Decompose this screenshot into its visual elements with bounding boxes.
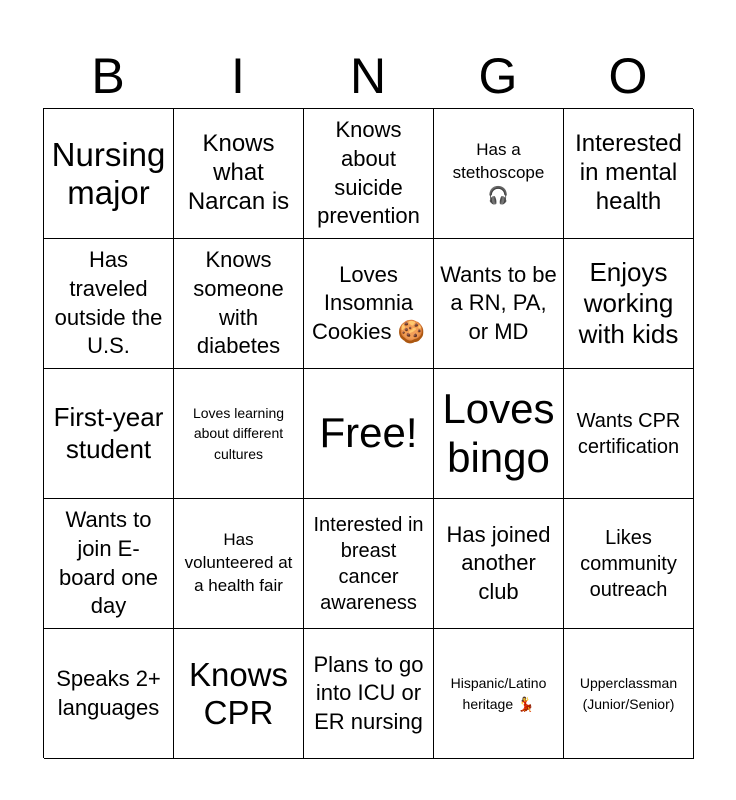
cell-text: Wants to be a RN, PA, or MD xyxy=(440,261,557,344)
header-letter-g: G xyxy=(478,48,518,104)
cell-text: Loves bingo xyxy=(442,385,555,481)
bingo-cell[interactable] xyxy=(44,499,174,629)
bingo-cell[interactable] xyxy=(434,629,564,759)
cell-text: Interested in mental health xyxy=(575,130,682,215)
cell-text: Knows about suicide prevention xyxy=(317,117,420,229)
bingo-cell[interactable] xyxy=(44,239,174,369)
bingo-cell[interactable] xyxy=(564,109,694,239)
cell-text: Speaks 2+ languages xyxy=(56,665,161,720)
cell-text: Knows what Narcan is xyxy=(187,130,290,215)
bingo-cell[interactable] xyxy=(174,499,304,629)
bingo-cell[interactable] xyxy=(564,629,694,759)
bingo-cell[interactable] xyxy=(434,109,564,239)
bingo-cell[interactable] xyxy=(174,109,304,239)
bingo-board xyxy=(43,108,693,758)
bingo-cell[interactable] xyxy=(564,239,694,369)
cell-text: Knows someone with diabetes xyxy=(193,247,284,359)
bingo-cell[interactable] xyxy=(564,369,694,499)
bingo-cell[interactable] xyxy=(304,109,434,239)
cell-text: Likes community outreach xyxy=(580,526,677,601)
cell-text: Enjoys working with kids xyxy=(578,256,679,350)
header-letter-i: I xyxy=(231,48,245,104)
bingo-cell[interactable] xyxy=(564,499,694,629)
cell-text: First-year student xyxy=(53,402,164,464)
bingo-header xyxy=(43,44,693,108)
cell-text: Has a stethoscope 🎧 xyxy=(452,140,545,205)
cell-text: Hispanic/Latino heritage 💃 xyxy=(450,675,547,712)
bingo-cell[interactable] xyxy=(434,499,564,629)
cell-text: Has volunteered at a health fair xyxy=(184,530,293,595)
bingo-cell-free[interactable] xyxy=(304,369,434,499)
cell-text: Upperclassman (Junior/Senior) xyxy=(579,675,678,712)
header-letter-n: N xyxy=(349,48,387,104)
bingo-cell[interactable] xyxy=(434,369,564,499)
cell-text: Free! xyxy=(319,409,418,457)
bingo-cell[interactable] xyxy=(434,239,564,369)
cell-text: Knows CPR xyxy=(188,655,289,731)
bingo-cell[interactable] xyxy=(174,629,304,759)
bingo-cell[interactable] xyxy=(304,239,434,369)
cell-text: Loves learning about different cultures xyxy=(192,405,285,462)
bingo-cell[interactable] xyxy=(304,629,434,759)
bingo-cell[interactable] xyxy=(174,369,304,499)
cell-text: Interested in breast cancer awareness xyxy=(313,513,424,614)
cell-text: Loves Insomnia Cookies 🍪 xyxy=(312,261,425,344)
cell-text: Has joined another club xyxy=(446,521,551,604)
header-letter-o: O xyxy=(608,48,648,104)
bingo-cell[interactable] xyxy=(174,239,304,369)
bingo-cell[interactable] xyxy=(44,109,174,239)
bingo-cell[interactable] xyxy=(44,369,174,499)
cell-text: Nursing major xyxy=(51,135,166,211)
bingo-cell[interactable] xyxy=(304,499,434,629)
cell-text: Wants CPR certification xyxy=(576,409,681,458)
cell-text: Plans to go into ICU or ER nursing xyxy=(313,651,424,734)
bingo-cell[interactable] xyxy=(44,629,174,759)
header-letter-b: B xyxy=(91,48,125,104)
cell-text: Wants to join E-board one day xyxy=(58,507,159,619)
cell-text: Has traveled outside the U.S. xyxy=(54,247,163,359)
